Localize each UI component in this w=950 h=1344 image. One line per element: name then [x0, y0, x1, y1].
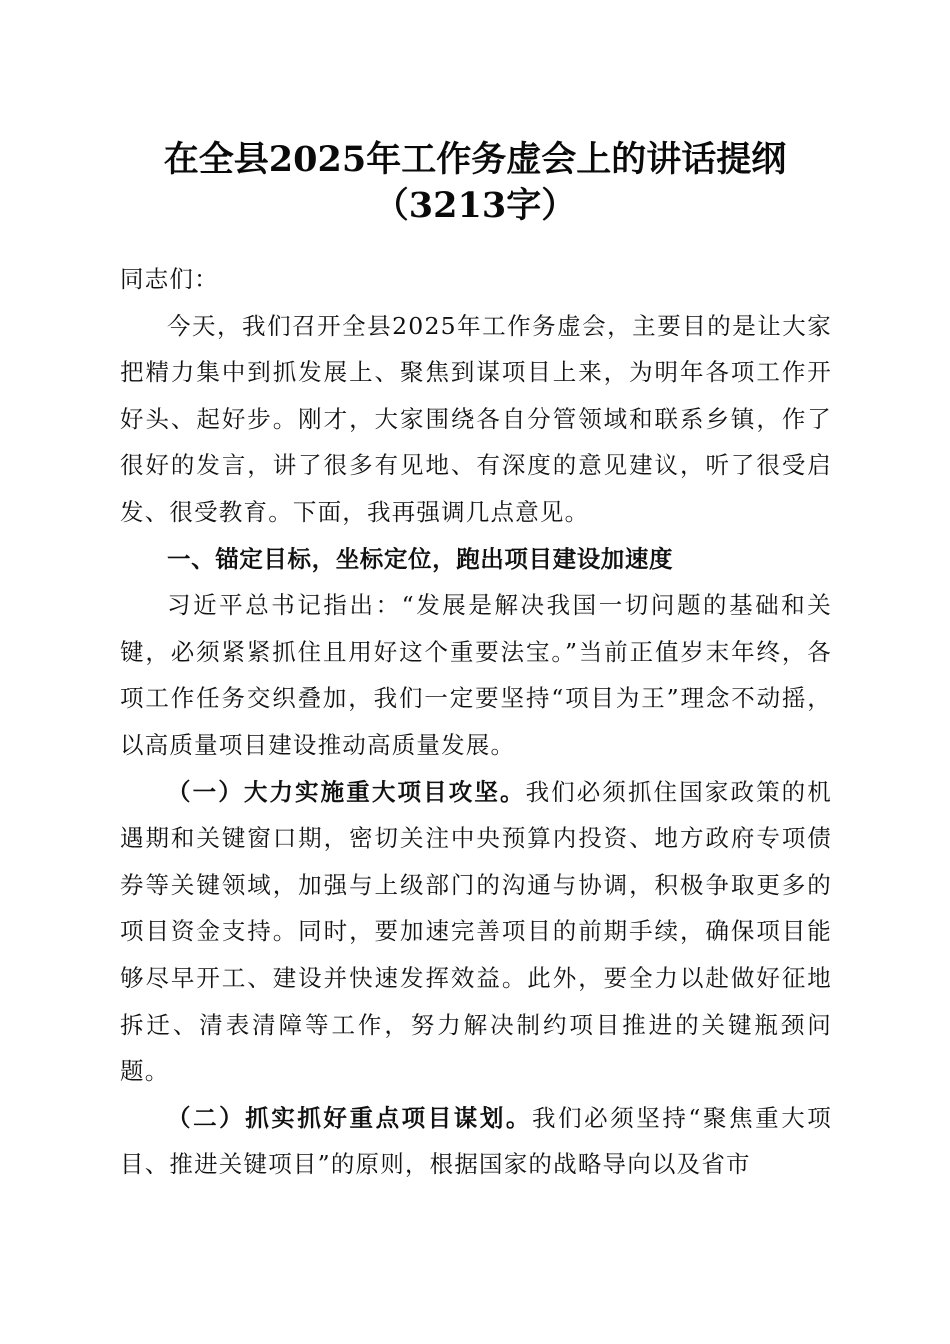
document-title: 在全县2025年工作务虚会上的讲话提纲: [163, 139, 787, 180]
paragraph-subsection-1: [120, 769, 832, 1095]
subsection-text-1: 我们必须抓住国家政策的机遇期和关键窗口期，密切关注中央预算内投资、地方政府专项债券等关键领域，加强与上级部门的沟通与协调，积极争取更多的项目资金支持。同时，要加速完善项目的前期手续，确保项目能够尽早开工、建设并快速发挥效益。此外，要全力以赴做好征地拆迁、清表清障等工作，努力解决制约项目推进的关键瓶颈问题。: [120, 777, 832, 1086]
paragraph-intro: 今天，我们召开全县2025年工作务虚会，主要目的是让大家把精力集中到抓发展上、聚焦到谋项目上来，为明年各项工作开好头、起好步。刚才，大家围绕各自分管领域和联系乡镇，作了很好的发言，讲了很多有见地、有深度的意见建议，听了很受启发、很受教育。下面，我再强调几点意见。: [120, 311, 832, 526]
document-word-count: （3213字）: [373, 185, 577, 226]
section-heading-1: 一、锚定目标，坐标定位，跑出项目建设加速度: [167, 544, 674, 573]
subsection-text-2: 我们必须坚持“聚焦重大项目、推进关键项目”的原则，根据国家的战略导向以及省市: [120, 1103, 832, 1179]
subsection-heading-1: （一）大力实施重大项目攻坚。: [167, 777, 526, 806]
paragraph-subsection-2: [120, 1095, 832, 1188]
subsection-heading-2: （二）抓实抓好重点项目谋划。: [167, 1103, 532, 1132]
document-body: [120, 256, 832, 1188]
salutation: 同志们：: [120, 265, 219, 293]
paragraph-quote: 习近平总书记指出：“发展是解决我国一切问题的基础和关键，必须紧紧抓住且用好这个重要法宝。”当前正值岁末年终，各项工作任务交织叠加，我们一定要坚持“项目为王”理念不动摇，以高质量项目建设推动高质量发展。: [120, 591, 832, 759]
